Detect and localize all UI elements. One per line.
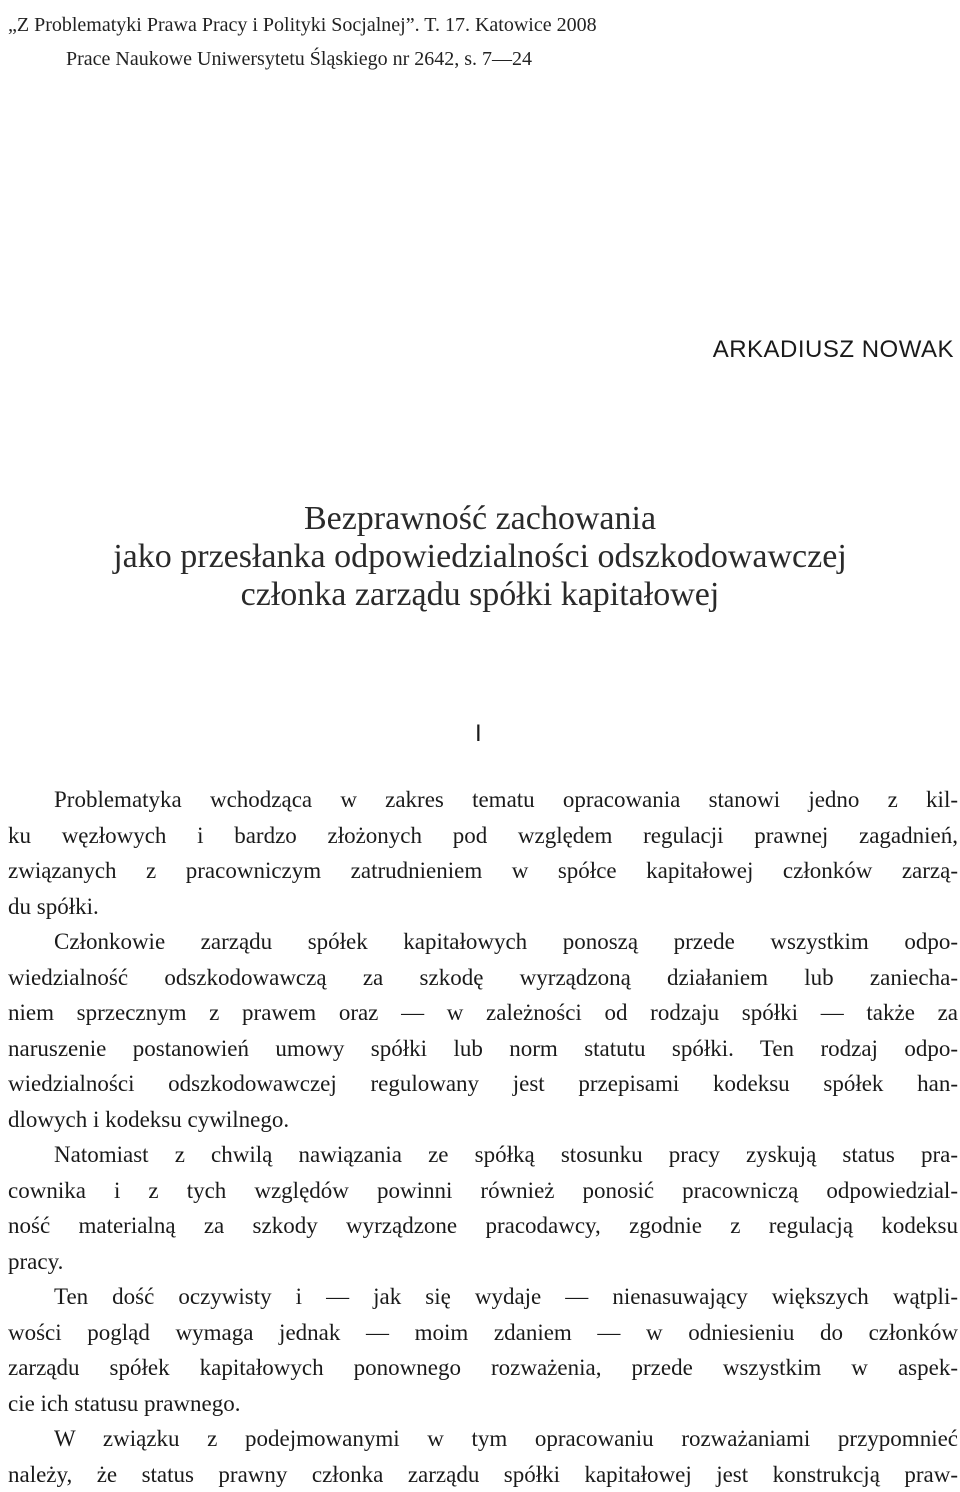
- publication-series: Prace Naukowe Uniwersytetu Śląskiego nr 2642, s. 7—24: [8, 42, 588, 76]
- text-line: związanych z pracowniczym zatrudnieniem w spółce kapitałowej członków zarzą-: [8, 853, 958, 889]
- text-line: wiedzialność odszkodowawczą za szkodę wyrządzoną działaniem lub zaniecha-: [8, 960, 958, 996]
- paragraph: [8, 1421, 958, 1492]
- text-line: W związku z podejmowanymi w tym opracowaniu rozważaniami przypomnieć: [8, 1421, 958, 1457]
- paragraph: [8, 782, 958, 924]
- text-line: należy, że status prawny członka zarządu spółki kapitałowej jest konstrukcją praw-: [8, 1457, 958, 1492]
- text-line: niem sprzecznym z prawem oraz — w zależności od rodzaju spółki — także za: [8, 995, 958, 1031]
- text-line: Członkowie zarządu spółek kapitałowych ponoszą przede wszystkim odpo-: [8, 924, 958, 960]
- title-line: jako przesłanka odpowiedzialności odszkodowawczej: [0, 538, 960, 576]
- text-line: naruszenie postanowień umowy spółki lub norm statutu spółki. Ten rodzaj odpo-: [8, 1031, 958, 1067]
- text-line: Natomiast z chwilą nawiązania ze spółką stosunku pracy zyskują status pra-: [8, 1137, 958, 1173]
- text-line: cie ich statusu prawnego.: [8, 1386, 958, 1422]
- paragraph: [8, 924, 958, 1137]
- title-line: Bezprawność zachowania: [0, 500, 960, 538]
- text-line: wości pogląd wymaga jednak — moim zdaniem — w odniesieniu do członków: [8, 1315, 958, 1351]
- journal-header: [8, 8, 588, 76]
- text-line: Ten dość oczywisty i — jak się wydaje — nienasuwający większych wątpli-: [8, 1279, 958, 1315]
- text-line: ność materialną za szkody wyrządzone pracodawcy, zgodnie z regulacją kodeksu: [8, 1208, 958, 1244]
- paragraph: [8, 1137, 958, 1279]
- section-number: I: [475, 720, 482, 748]
- text-line: ku węzłowych i bardzo złożonych pod względem regulacji prawnej zagadnień,: [8, 818, 958, 854]
- text-line: cownika i z tych względów powinni również ponosić pracowniczą odpowiedzial-: [8, 1173, 958, 1209]
- journal-citation: „Z Problematyki Prawa Pracy i Polityki Socjalnej”. T. 17. Katowice 2008: [8, 8, 588, 42]
- text-line: du spółki.: [8, 889, 958, 925]
- text-line: Problematyka wchodząca w zakres tematu opracowania stanowi jedno z kil-: [8, 782, 958, 818]
- author-name: ARKADIUSZ NOWAK: [713, 336, 954, 364]
- paragraph: [8, 1279, 958, 1421]
- text-line: pracy.: [8, 1244, 958, 1280]
- article-body: [8, 782, 958, 1492]
- text-line: zarządu spółek kapitałowych ponownego rozważenia, przede wszystkim w aspek-: [8, 1350, 958, 1386]
- text-line: dlowych i kodeksu cywilnego.: [8, 1102, 958, 1138]
- text-line: wiedzialności odszkodowawczej regulowany jest przepisami kodeksu spółek han-: [8, 1066, 958, 1102]
- article-title: [0, 500, 960, 614]
- title-line: członka zarządu spółki kapitałowej: [0, 576, 960, 614]
